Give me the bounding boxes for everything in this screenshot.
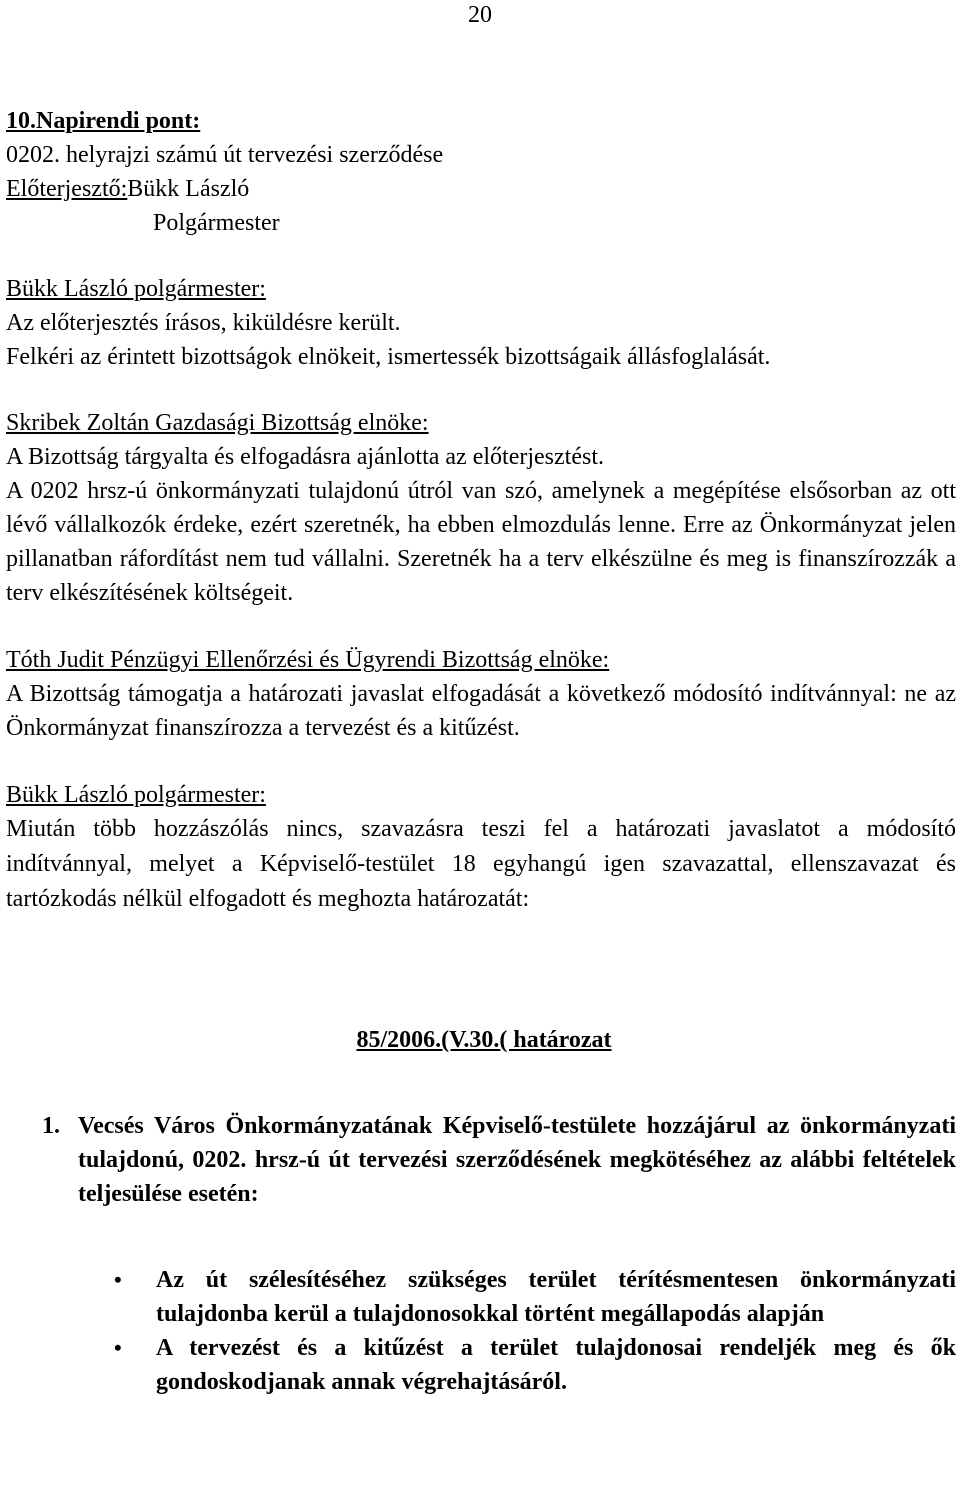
spacer — [6, 610, 956, 643]
document-body — [6, 104, 956, 1399]
speaker-mayor: Bükk László polgármester: — [6, 276, 266, 302]
speaker-finance-committee-chair: Tóth Judit Pénzügyi Ellenőrzési és Ügyrendi Bizottság elnöke: — [6, 647, 610, 673]
bullet-icon: • — [114, 1335, 122, 1360]
spacer — [6, 917, 956, 1021]
presenter-name: Bükk László — [127, 176, 250, 202]
speaker-economic-committee-chair: Skribek Zoltán Gazdasági Bizottság elnöke: — [6, 410, 429, 436]
speech-paragraph: A 0202 hrsz-ú önkormányzati tulajdonú útról van szó, amelynek a megépítése elsősorban az ott lévő vállalkozók érdeke, ezért szeretnék, ha ebben elmozdulás lenne. Erre az Önkormányzat jelen pillanatban ráfordítást nem tud vállalni. Szeretnék ha a terv elkészülne és meg is finanszírozzák a terv elkészítésének költségeit. — [6, 478, 956, 606]
speech-line: Az előterjesztés írásos, kiküldésre került. — [6, 310, 401, 336]
spacer — [6, 1057, 956, 1109]
speech-line: Felkéri az érintett bizottságok elnökeit, ismertessék bizottságaik állásfoglalását. — [6, 344, 771, 370]
presenter-title: Polgármester — [153, 210, 280, 236]
spacer — [6, 1211, 956, 1263]
page-number: 20 — [468, 2, 492, 28]
speech-paragraph: Miután több hozzászólás nincs, szavazásra teszi fel a határozati javaslatot a módosító indítvánnyal, melyet a Képviselő-testület 18 egyhangú igen szavazattal, ellenszavazat és tartózkodás nélkül elfogadott és meghozta határozatát: — [6, 816, 956, 912]
spacer — [6, 374, 956, 406]
list-item — [6, 1263, 956, 1331]
list-item — [6, 1331, 956, 1399]
resolution-item-number: 1. — [42, 1113, 60, 1139]
speech-line: A Bizottság tárgyalta és elfogadásra ajánlotta az előterjesztést. — [6, 444, 604, 470]
condition-list — [6, 1263, 956, 1399]
agenda-subject: 0202. helyrajzi számú út tervezési szerződése — [6, 142, 444, 168]
condition-text: A tervezést és a kitűzést a terület tulajdonosai rendeljék meg és ők gondoskodjanak annak végrehajtásáról. — [156, 1335, 956, 1395]
bullet-icon: • — [114, 1267, 122, 1292]
spacer — [6, 240, 956, 272]
presenter-line — [6, 172, 956, 206]
agenda-heading: 10.Napirendi pont: — [6, 108, 201, 134]
condition-text: Az út szélesítéséhez szükséges terület térítésmentesen önkormányzati tulajdonba kerül a tulajdonosokkal történt megállapodás alapján — [156, 1267, 956, 1327]
resolution-number: 85/2006.(V.30.( határozat — [356, 1027, 612, 1053]
speaker-mayor: Bükk László polgármester: — [6, 782, 266, 808]
resolution-item — [6, 1109, 956, 1211]
spacer — [6, 745, 956, 778]
presenter-label: Előterjesztő: — [6, 176, 128, 202]
resolution-item-text: Vecsés Város Önkormányzatának Képviselő-testülete hozzájárul az önkormányzati tulajdonú, 0202. hrsz-ú út tervezési szerződésének megkötéséhez az alábbi feltételek teljesülése esetén: — [78, 1113, 956, 1207]
speech-paragraph: A Bizottság támogatja a határozati javaslat elfogadását a következő módosító indítvánnyal: ne az Önkormányzat finanszírozza a tervezést és a kitűzést. — [6, 681, 956, 741]
